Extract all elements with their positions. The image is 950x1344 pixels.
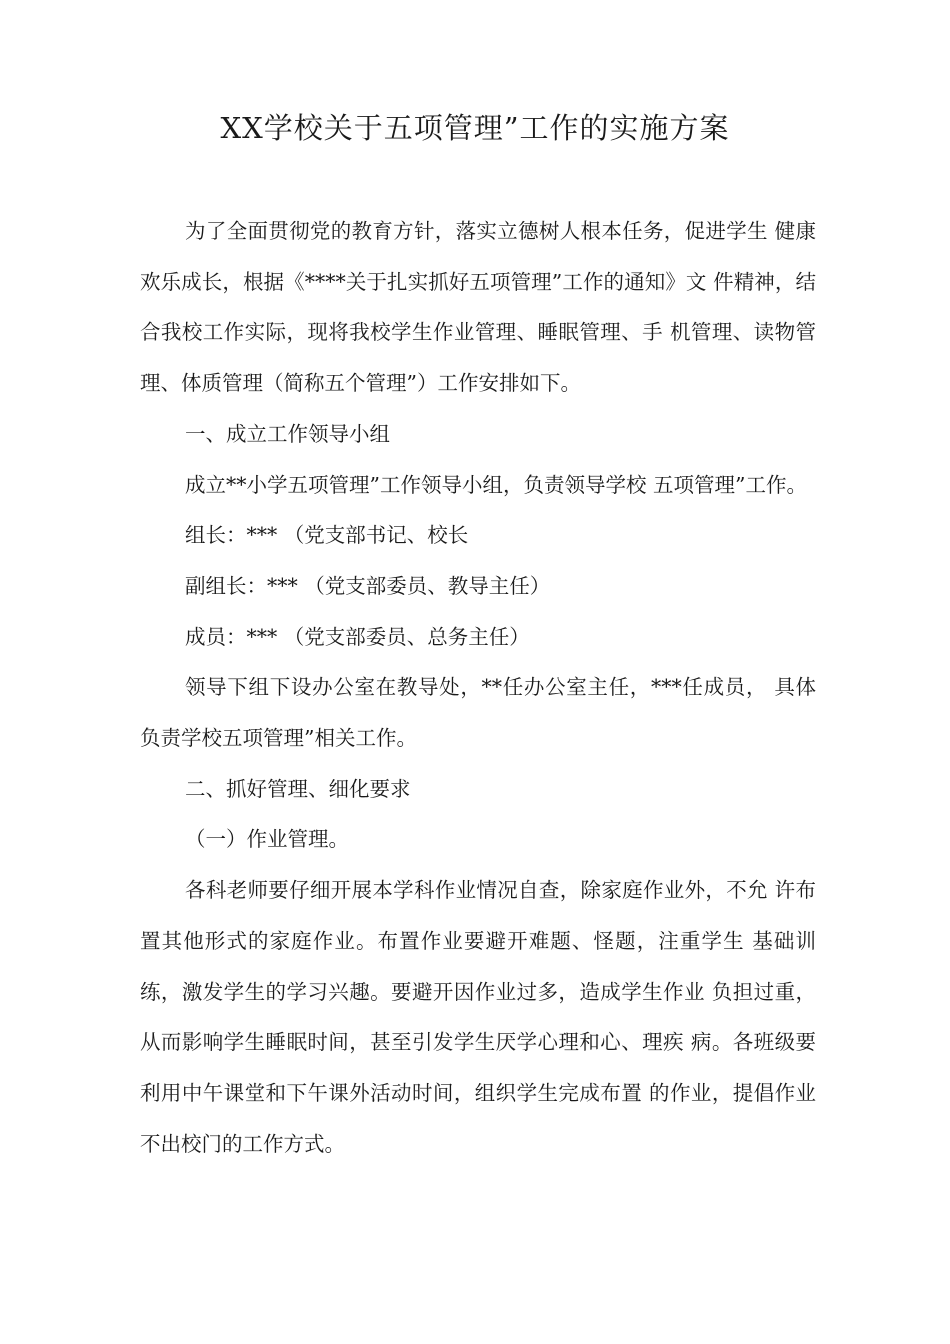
paragraph-leadership-group: 成立**小学五项管理”工作领导小组，负责领导学校 五项管理”工作。 bbox=[185, 472, 807, 497]
heading-subsection-homework: （一）作业管理。 bbox=[185, 827, 349, 852]
paragraph-intro: 为了全面贯彻党的教育方针，落实立德树人根本任务，促进学生 健康欢乐成长，根据《****关于扎实抓好五项管理”工作的通知》文 件精神，结合我校工作实际，现将我校学生作业管理、睡眠管理、手 机管理、读物管理、体质管理（简称五个管理”）工作安排如下。 bbox=[140, 219, 816, 396]
document-body bbox=[140, 206, 816, 1169]
paragraph-office: 领导下组下设办公室在教导处，**任办公室主任，***任成员， 具体负责学校五项管理”相关工作。 bbox=[140, 675, 816, 751]
member-leader: 组长：*** （党支部书记、校长 bbox=[185, 523, 469, 548]
paragraph-homework: 各科老师要仔细开展本学科作业情况自查，除家庭作业外，不允 许布置其他形式的家庭作业。布置作业要避开难题、怪题，注重学生 基础训练，激发学生的学习兴趣。要避开因作业过多，造成学生作业 负担过重，从而影响学生睡眠时间，甚至引发学生厌学心理和心、理疾 病。各班级要利用中午课堂和下午课外活动时间，组织学生完成布置 的作业，提倡作业不出校门的工作方式。 bbox=[140, 878, 816, 1156]
heading-section-1: 一、成立工作领导小组 bbox=[185, 421, 390, 446]
document-title: XX学校关于五项管理”工作的实施方案 bbox=[220, 111, 730, 145]
member-member: 成员：*** （党支部委员、总务主任） bbox=[185, 624, 530, 649]
member-deputy-leader: 副组长：*** （党支部委员、教导主任） bbox=[185, 573, 551, 598]
heading-section-2: 二、抓好管理、细化要求 bbox=[185, 776, 411, 801]
